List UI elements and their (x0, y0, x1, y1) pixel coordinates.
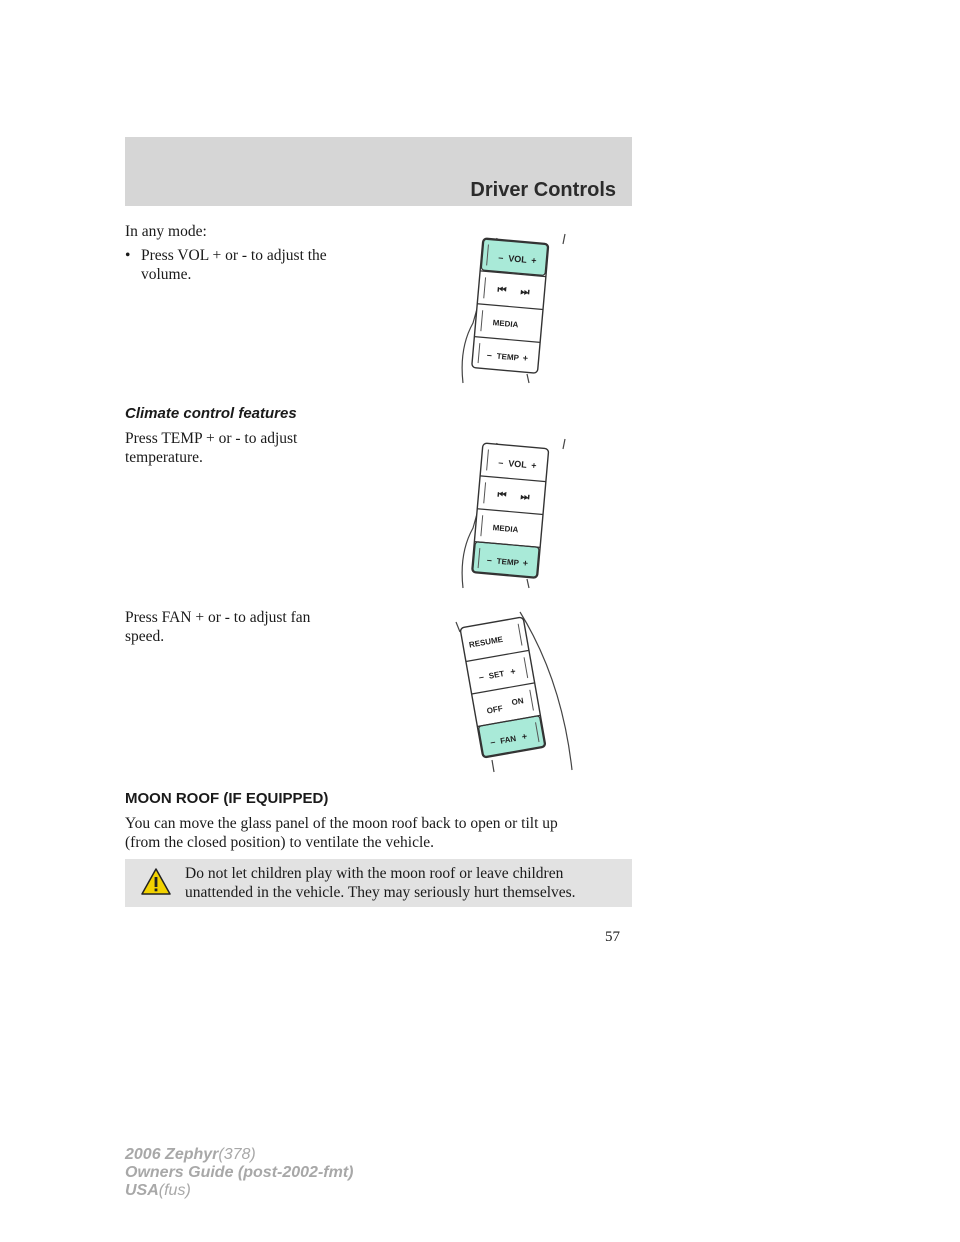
prev-track-icon: ⏮ (497, 284, 507, 297)
vol-plus: + (530, 460, 537, 471)
bullet-item (125, 246, 327, 284)
footer-model-code: (378) (218, 1146, 256, 1163)
resume-label: RESUME (468, 634, 504, 650)
footer-guide: Owners Guide (post-2002-fmt) (125, 1164, 354, 1181)
warning-text-1: Do not let children play with the moon roof or leave children (185, 865, 564, 882)
set-plus: + (509, 666, 517, 677)
vol-label: VOL (507, 253, 528, 265)
moonroof-text-1: You can move the glass panel of the moon roof back to open or tilt up (125, 815, 558, 832)
footer-market-code: (fus) (158, 1182, 191, 1199)
media-label: MEDIA (492, 523, 519, 535)
footer (125, 1146, 353, 1200)
temp-label: TEMP (496, 556, 520, 568)
fan-label: FAN (499, 734, 517, 746)
temp-plus: + (522, 557, 529, 569)
warning-text-2: unattended in the vehicle. They may seriously hurt themselves. (185, 884, 576, 901)
media-label: MEDIA (492, 318, 519, 330)
fan-plus: + (520, 731, 528, 742)
steering-controls-vol-illustration (445, 228, 585, 388)
fan-text-1: Press FAN + or - to adjust fan (125, 609, 311, 626)
set-minus: – (478, 671, 485, 683)
vol-minus: – (497, 252, 504, 263)
fan-instruction (125, 608, 310, 646)
bullet-text-1: Press VOL + or - to adjust the (141, 247, 327, 264)
temp-instruction (125, 429, 297, 467)
temp-text-1: Press TEMP + or - to adjust (125, 430, 298, 447)
off-label: OFF (486, 703, 504, 716)
vol-plus: + (530, 255, 537, 266)
moonroof-text-2: (from the closed position) to ventilate the vehicle. (125, 834, 435, 851)
steering-controls-fan-illustration (452, 610, 582, 775)
set-label: SET (488, 669, 505, 681)
temp-text-2: temperature. (125, 449, 203, 466)
section-title: Driver Controls (470, 179, 616, 201)
moonroof-paragraph (125, 814, 558, 852)
vol-label: VOL (507, 458, 528, 470)
climate-heading: Climate control features (125, 405, 297, 422)
warning-text (185, 864, 625, 902)
moonroof-heading: MOON ROOF (IF EQUIPPED) (125, 790, 329, 807)
steering-controls-temp-illustration (445, 433, 585, 593)
next-track-icon: ⏭ (519, 491, 530, 504)
prev-track-icon: ⏮ (497, 489, 507, 502)
bullet-text-2: volume. (141, 266, 192, 283)
warning-triangle-icon (140, 867, 172, 897)
on-label: ON (510, 696, 525, 708)
warning-box (125, 859, 632, 907)
fan-text-2: speed. (125, 628, 165, 645)
header-band (125, 137, 632, 206)
temp-minus: – (486, 554, 493, 566)
vol-minus: – (497, 457, 504, 468)
temp-label: TEMP (496, 351, 520, 363)
next-track-icon: ⏭ (519, 286, 530, 299)
temp-minus: – (486, 349, 493, 361)
temp-plus: + (522, 352, 529, 364)
page-number: 57 (605, 929, 620, 945)
fan-minus: – (489, 736, 497, 748)
bullet-icon: • (125, 247, 131, 264)
footer-model: 2006 Zephyr (125, 1146, 219, 1163)
footer-market: USA (125, 1182, 159, 1199)
intro-lead: In any mode: (125, 223, 207, 240)
